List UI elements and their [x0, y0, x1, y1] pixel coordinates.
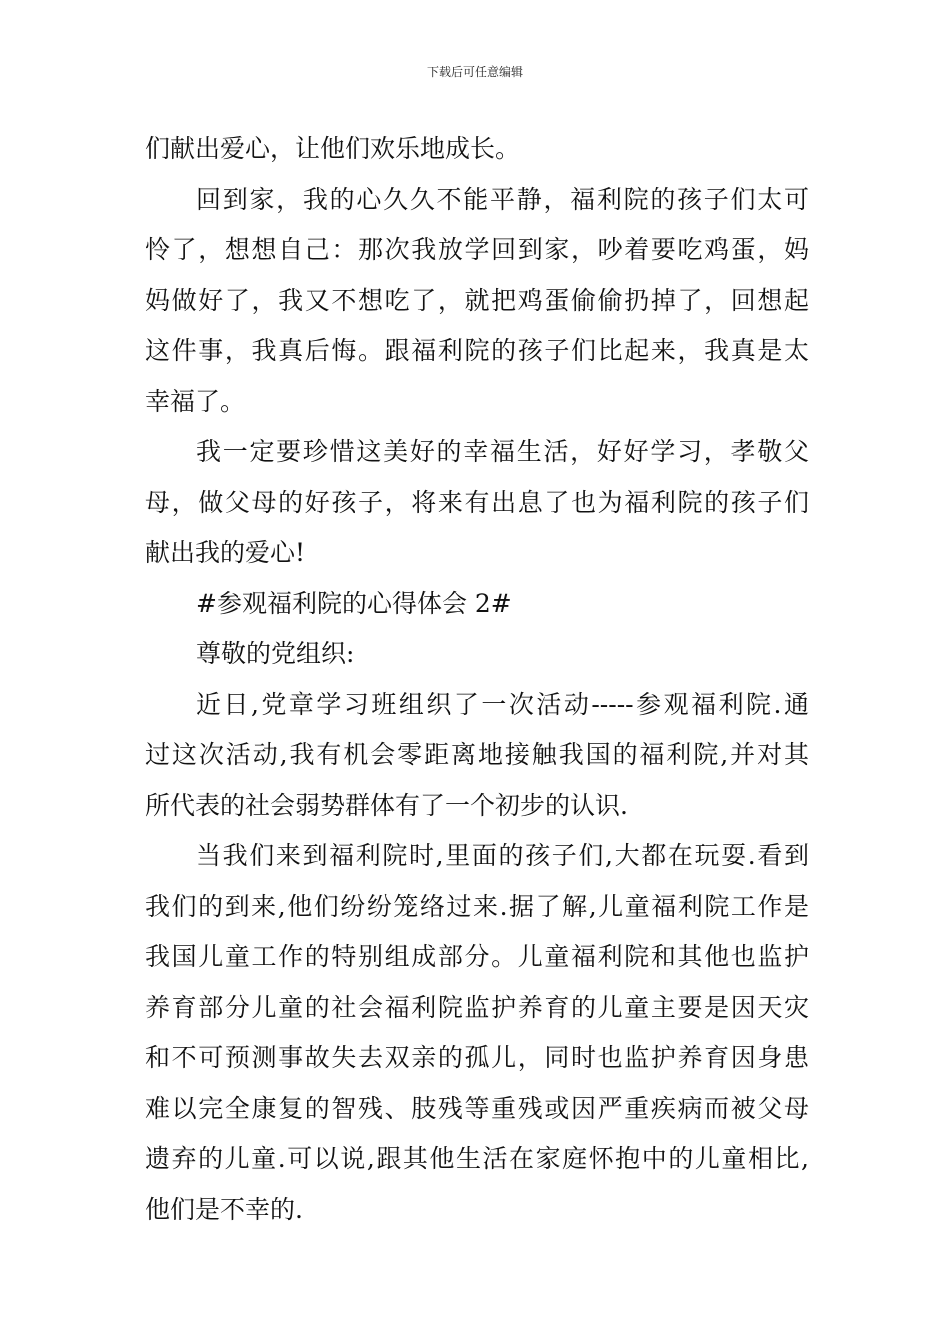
text-line: 当我们来到福利院时,里面的孩子们,大都在玩耍.看到: [196, 841, 809, 870]
document-body: [145, 124, 809, 1235]
text-line: 这件事，我真后悔。跟福利院的孩子们比起来，我真是太: [145, 336, 809, 365]
page-header: 下载后可任意编辑: [426, 65, 523, 79]
text-line: 遗弃的儿童.可以说,跟其他生活在家庭怀抱中的儿童相比,: [145, 1144, 809, 1173]
text-line: 我一定要珍惜这美好的幸福生活，好好学习，孝敬父: [196, 437, 809, 466]
text-line: 近日,党章学习班组织了一次活动-----参观福利院.通: [196, 689, 809, 719]
text-line: 母，做父母的好孩子，将来有出息了也为福利院的孩子们: [145, 487, 809, 517]
text-line: 养育部分儿童的社会福利院监护养育的儿童主要是因天灾: [145, 992, 809, 1022]
text-line: 尊敬的党组织:: [196, 639, 355, 668]
text-line: 回到家，我的心久久不能平静，福利院的孩子们太可: [196, 184, 809, 214]
text-line: 我国儿童工作的特别组成部分。儿童福利院和其他也监护: [145, 942, 809, 971]
text-line: 所代表的社会弱势群体有了一个初步的认识.: [145, 790, 628, 820]
text-line: #参观福利院的心得体会 2#: [196, 588, 512, 618]
text-line: 我们的到来,他们纷纷笼络过来.据了解,儿童福利院工作是: [145, 891, 809, 921]
text-line: 们献出爱心，让他们欢乐地成长。: [145, 134, 521, 163]
text-line: 妈做好了，我又不想吃了，就把鸡蛋偷偷扔掉了，回想起: [145, 285, 809, 315]
text-line: 献出我的爱心!: [145, 538, 306, 567]
text-line: 怜了，想想自己：那次我放学回到家，吵着要吃鸡蛋，妈: [145, 235, 809, 264]
text-line: 他们是不幸的.: [145, 1194, 303, 1224]
text-line: 难以完全康复的智残、肢残等重残或因严重疾病而被父母: [145, 1093, 809, 1123]
text-line: 过这次活动,我有机会零距离地接触我国的福利院,并对其: [145, 740, 809, 769]
text-line: 和不可预测事故失去双亲的孤儿，同时也监护养育因身患: [145, 1043, 809, 1072]
text-line: 幸福了。: [145, 386, 246, 416]
